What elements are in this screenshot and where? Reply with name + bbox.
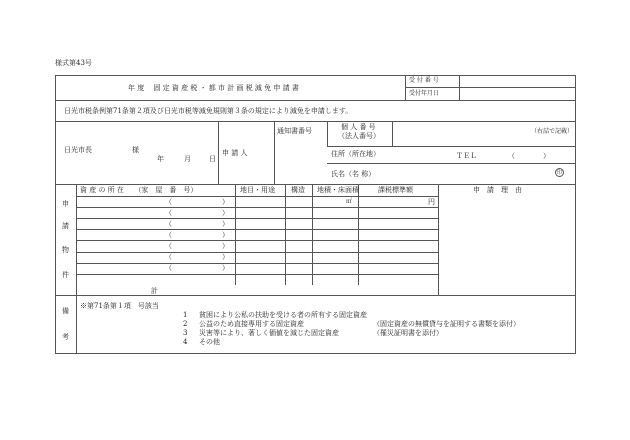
- structure-field[interactable]: [286, 241, 311, 250]
- remark-note: （固定資産の無償貸与を証明する書類を添付）: [373, 320, 520, 328]
- month-label: 月: [184, 155, 191, 163]
- statement-text: 日光市税条例第71条第２項及び日光市税等減免規則第３条の規定により減免を申請します。: [64, 107, 353, 115]
- location-field[interactable]: [77, 253, 234, 262]
- area-field[interactable]: [313, 264, 357, 273]
- remark-number: 1: [183, 311, 188, 319]
- personal-number-label: 個 人 番 号: [341, 123, 376, 131]
- remark-note: （罹災証明書を添付）: [373, 329, 443, 337]
- reception-date-field[interactable]: [460, 88, 575, 100]
- land-use-field[interactable]: [236, 264, 284, 273]
- form-number: 様式第43号: [55, 59, 92, 67]
- location-open-paren: （: [165, 241, 172, 250]
- reason-field[interactable]: [439, 197, 575, 294]
- tel-label: ＴＥＬ: [456, 152, 477, 160]
- area-field[interactable]: [313, 230, 357, 239]
- land-use-field[interactable]: [236, 197, 284, 206]
- section-char-3: 物: [62, 246, 69, 254]
- location-close-paren: ）: [222, 230, 229, 239]
- yen-unit: 円: [428, 198, 435, 206]
- remark-text: 貧困により公私の扶助を受ける者の所有する固定資産: [199, 311, 367, 319]
- location-close-paren: ）: [222, 197, 229, 206]
- remark-text: 災害等により、著しく価値を減じた固定資産: [199, 329, 339, 337]
- mayor-label: 日光市長: [64, 146, 92, 154]
- location-open-paren: （: [165, 264, 172, 273]
- location-close-paren: ）: [222, 219, 229, 228]
- application-date-field[interactable]: [150, 150, 215, 166]
- location-close-paren: ）: [222, 208, 229, 217]
- remarks-clause: ※第71条第１項 号該当: [80, 302, 159, 310]
- header-reason: 申 請 理 由: [473, 186, 522, 194]
- notice-number-label: 通知書番号: [277, 127, 312, 135]
- honorific: 様: [132, 146, 139, 154]
- reception-date-label: 受付年月日: [409, 90, 440, 97]
- area-field[interactable]: [313, 208, 357, 217]
- remark-text: 公益のため直接専用する固定資産: [199, 320, 304, 328]
- structure-field[interactable]: [286, 197, 311, 206]
- location-close-paren: ）: [222, 264, 229, 273]
- structure-field[interactable]: [286, 230, 311, 239]
- location-field[interactable]: [77, 208, 234, 217]
- land-use-field[interactable]: [236, 253, 284, 262]
- section-char-4: 件: [62, 271, 69, 279]
- header-land-use: 地目・用途: [240, 186, 275, 194]
- seal-mark: 印: [556, 170, 562, 176]
- reception-number-field[interactable]: [460, 76, 575, 87]
- remark-number: 4: [183, 338, 188, 346]
- land-use-field[interactable]: [236, 230, 284, 239]
- location-open-paren: （: [165, 219, 172, 228]
- header-structure: 構造: [291, 186, 305, 194]
- header-area: 地積・床面積: [317, 186, 359, 194]
- right-align-note: （右詰で記載）: [531, 128, 574, 135]
- location-field[interactable]: [77, 241, 234, 250]
- section-char-2: 請: [62, 222, 69, 230]
- personal-number-field[interactable]: [393, 122, 528, 145]
- area-field[interactable]: [313, 219, 357, 228]
- address-label: 住所（所在地）: [331, 150, 380, 158]
- reception-number-label: 受 付 番 号: [409, 77, 439, 84]
- location-field[interactable]: [77, 197, 234, 206]
- location-open-paren: （: [165, 253, 172, 261]
- tax-base-field[interactable]: [359, 230, 437, 239]
- year-label: 年: [157, 155, 164, 163]
- header-location: 資 産 の 所 在 （家 屋 番 号）: [80, 186, 198, 194]
- area-field[interactable]: [313, 241, 357, 250]
- form-title: 年 度 固 定 資 産 税 ・ 都 市 計 画 税 減 免 申 請 書: [128, 84, 299, 92]
- header-tax-base: 課税標準額: [378, 186, 413, 194]
- location-field[interactable]: [77, 219, 234, 228]
- area-field[interactable]: [313, 253, 357, 262]
- remark-text: その他: [199, 338, 220, 346]
- tax-base-field[interactable]: [359, 208, 437, 217]
- structure-field[interactable]: [286, 264, 311, 273]
- land-use-field[interactable]: [236, 219, 284, 228]
- corporate-number-label: （法人番号）: [338, 132, 380, 140]
- tax-base-field[interactable]: [359, 253, 437, 262]
- location-close-paren: ）: [222, 241, 229, 250]
- land-use-field[interactable]: [236, 241, 284, 250]
- tax-base-field[interactable]: [359, 197, 437, 206]
- name-label: 氏名（名 称）: [331, 170, 376, 178]
- remark-number: 3: [183, 329, 188, 337]
- remarks-char-1: 備: [62, 307, 69, 315]
- name-field[interactable]: [385, 165, 550, 182]
- section-char-1: 申: [62, 200, 69, 208]
- tax-base-field[interactable]: [359, 264, 437, 273]
- structure-field[interactable]: [286, 253, 311, 262]
- location-field[interactable]: [77, 264, 234, 273]
- area-unit: ㎡: [346, 198, 353, 205]
- remarks-char-2: 考: [62, 333, 69, 341]
- tel-parentheses: （ ）: [508, 152, 550, 160]
- structure-field[interactable]: [286, 219, 311, 228]
- address-field[interactable]: [385, 148, 455, 162]
- structure-field[interactable]: [286, 208, 311, 217]
- tax-base-field[interactable]: [359, 241, 437, 250]
- location-open-paren: （: [165, 197, 172, 206]
- location-open-paren: （: [165, 230, 172, 239]
- land-use-field[interactable]: [236, 208, 284, 217]
- notice-number-field[interactable]: [275, 138, 327, 145]
- location-open-paren: （: [165, 208, 172, 217]
- location-field[interactable]: [77, 230, 234, 239]
- total-label: 計: [151, 287, 158, 295]
- location-close-paren: ）: [222, 253, 229, 261]
- remark-number: 2: [183, 320, 188, 328]
- applicant-label: 申 請 人: [222, 149, 248, 157]
- day-label: 日: [209, 155, 216, 163]
- tax-base-field[interactable]: [359, 219, 437, 228]
